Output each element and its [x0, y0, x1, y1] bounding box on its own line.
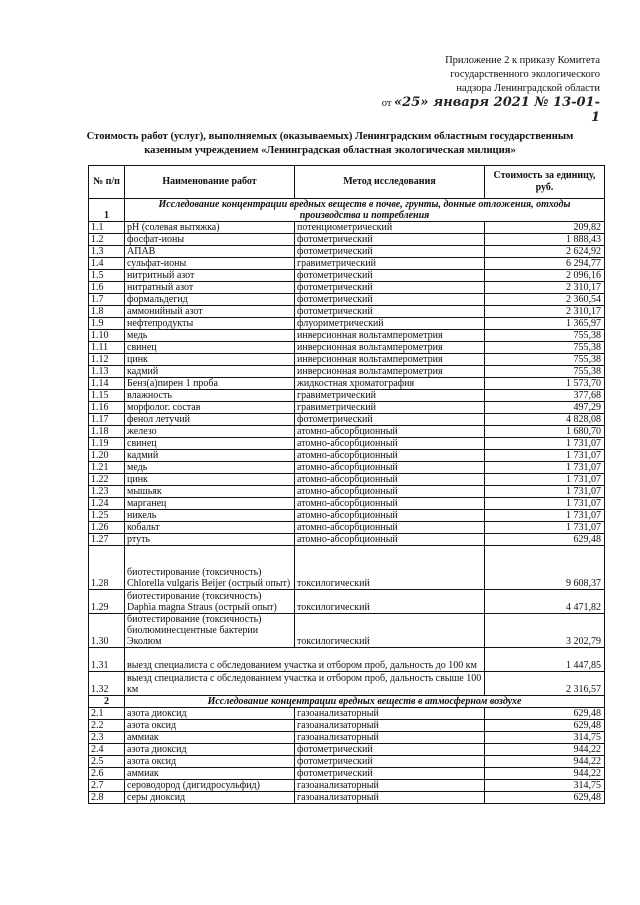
row-price: 209,82	[485, 222, 605, 234]
row-work-name: нитратный азот	[125, 282, 295, 294]
row-method: гравиметрический	[295, 390, 485, 402]
row-work-name: влажность	[125, 390, 295, 402]
title-line-1: Стоимость работ (услуг), выполняемых (оказываемых) Ленинградским областным государственным	[86, 131, 574, 142]
row-number: 2.2	[89, 720, 125, 732]
row-work-name: никель	[125, 510, 295, 522]
table-row	[89, 450, 605, 462]
row-work-name: сероводород (дигидросульфид)	[125, 780, 295, 792]
table-row	[89, 306, 605, 318]
table-row	[89, 234, 605, 246]
section-number: 1	[89, 199, 125, 222]
row-work-name: аммиак	[125, 732, 295, 744]
table-row	[89, 258, 605, 270]
row-work-name: азота диоксид	[125, 744, 295, 756]
header-line-1: Приложение 2 к приказу Комитета	[445, 55, 600, 66]
row-price: 3 202,79	[485, 614, 605, 648]
table-row	[89, 672, 605, 696]
col-header-name: Наименование работ	[125, 166, 295, 199]
row-number: 1.19	[89, 438, 125, 450]
row-method: атомно-абсорбционный	[295, 510, 485, 522]
row-work-name: мышьяк	[125, 486, 295, 498]
row-number: 2.5	[89, 756, 125, 768]
row-method: атомно-абсорбционный	[295, 522, 485, 534]
row-price: 4 471,82	[485, 590, 605, 614]
row-work-name: морфолог. состав	[125, 402, 295, 414]
row-number: 2.3	[89, 732, 125, 744]
row-number: 1.32	[89, 672, 125, 696]
row-method: газоанализаторный	[295, 708, 485, 720]
row-work-name: выезд специалиста с обследованием участка и отбором проб, дальность свыше 100 км	[125, 672, 485, 696]
row-number: 2.4	[89, 744, 125, 756]
table-row	[89, 282, 605, 294]
row-method: фотометрический	[295, 270, 485, 282]
row-method: атомно-абсорбционный	[295, 474, 485, 486]
row-method: фотометрический	[295, 234, 485, 246]
row-number: 1.8	[89, 306, 125, 318]
row-number: 1.27	[89, 534, 125, 546]
table-row	[89, 342, 605, 354]
table-row	[89, 614, 605, 648]
table-row	[89, 474, 605, 486]
row-number: 2.1	[89, 708, 125, 720]
row-number: 1.25	[89, 510, 125, 522]
header-date-line	[380, 96, 600, 126]
header-line-3: надзора Ленинградской области	[456, 83, 600, 94]
row-work-name: свинец	[125, 438, 295, 450]
row-work-name: фенол летучий	[125, 414, 295, 426]
row-price: 629,48	[485, 792, 605, 804]
row-work-name: pH (солевая вытяжка)	[125, 222, 295, 234]
row-price: 1 731,07	[485, 486, 605, 498]
row-method: фотометрический	[295, 306, 485, 318]
row-work-name: серы диоксид	[125, 792, 295, 804]
row-number: 1.14	[89, 378, 125, 390]
row-price: 2 624,92	[485, 246, 605, 258]
row-price: 1 680,70	[485, 426, 605, 438]
row-method: фотометрический	[295, 246, 485, 258]
row-work-name: аммонийный азот	[125, 306, 295, 318]
row-price: 1 731,07	[485, 450, 605, 462]
row-price: 2 310,17	[485, 306, 605, 318]
row-number: 1.5	[89, 270, 125, 282]
table-row	[89, 414, 605, 426]
table-row	[89, 756, 605, 768]
table-row	[89, 780, 605, 792]
row-number: 1.13	[89, 366, 125, 378]
row-price: 1 888,43	[485, 234, 605, 246]
row-method: фотометрический	[295, 294, 485, 306]
section-title: Исследование концентрации вредных веществ в атмосферном воздухе	[125, 696, 605, 708]
row-work-name: аммиак	[125, 768, 295, 780]
table-row	[89, 708, 605, 720]
row-work-name: ртуть	[125, 534, 295, 546]
row-method: атомно-абсорбционный	[295, 534, 485, 546]
table-row	[89, 510, 605, 522]
row-number: 1.2	[89, 234, 125, 246]
row-price: 944,22	[485, 744, 605, 756]
row-method: фотометрический	[295, 414, 485, 426]
row-method: токсилогический	[295, 614, 485, 648]
header-date-prefix: от	[381, 98, 392, 109]
row-work-name: биотестирование (токсичность) Daphia magna Straus (острый опыт)	[125, 590, 295, 614]
row-number: 2.7	[89, 780, 125, 792]
row-number: 1.26	[89, 522, 125, 534]
col-header-num: № п/п	[89, 166, 125, 199]
row-work-name: сульфат-ионы	[125, 258, 295, 270]
row-price: 377,68	[485, 390, 605, 402]
table-row	[89, 768, 605, 780]
row-method: атомно-абсорбционный	[295, 426, 485, 438]
header-date-handwritten: «25» января 2021 № 13-01-1	[394, 95, 600, 125]
row-number: 1.23	[89, 486, 125, 498]
table-row	[89, 294, 605, 306]
row-price: 944,22	[485, 768, 605, 780]
row-price: 1 731,07	[485, 462, 605, 474]
row-price: 4 828,08	[485, 414, 605, 426]
row-method: газоанализаторный	[295, 792, 485, 804]
table-row	[89, 522, 605, 534]
row-number: 1.7	[89, 294, 125, 306]
row-price: 1 731,07	[485, 522, 605, 534]
table-row	[89, 366, 605, 378]
table-row	[89, 648, 605, 672]
table-row	[89, 426, 605, 438]
row-number: 1.3	[89, 246, 125, 258]
row-number: 1.24	[89, 498, 125, 510]
row-method: газоанализаторный	[295, 732, 485, 744]
row-method: фотометрический	[295, 756, 485, 768]
row-work-name: биотестирование (токсичность) Chlorella vulgaris Beijer (острый опыт)	[125, 546, 295, 590]
row-work-name: нефтепродукты	[125, 318, 295, 330]
row-price: 314,75	[485, 780, 605, 792]
row-work-name: биотестирование (токсичность) биолюминесцентные бактерии Эколюм	[125, 614, 295, 648]
row-price: 1 731,07	[485, 438, 605, 450]
row-price: 2 316,57	[485, 672, 605, 696]
row-number: 1.11	[89, 342, 125, 354]
row-price: 1 447,85	[485, 648, 605, 672]
table-row	[89, 546, 605, 590]
row-number: 1.29	[89, 590, 125, 614]
row-number: 1.17	[89, 414, 125, 426]
document-title	[60, 130, 600, 158]
table-row	[89, 498, 605, 510]
col-header-method: Метод исследования	[295, 166, 485, 199]
row-work-name: медь	[125, 330, 295, 342]
table-row	[89, 438, 605, 450]
row-method: атомно-абсорбционный	[295, 498, 485, 510]
row-work-name: цинк	[125, 474, 295, 486]
row-price: 2 310,17	[485, 282, 605, 294]
row-work-name: азота диоксид	[125, 708, 295, 720]
row-price: 629,48	[485, 720, 605, 732]
table-row	[89, 462, 605, 474]
row-work-name: выезд специалиста с обследованием участка и отбором проб, дальность до 100 км	[125, 648, 485, 672]
row-number: 1.4	[89, 258, 125, 270]
row-price: 1 365,97	[485, 318, 605, 330]
table-row	[89, 792, 605, 804]
table-row	[89, 354, 605, 366]
row-price: 944,22	[485, 756, 605, 768]
row-price: 629,48	[485, 708, 605, 720]
document-header	[380, 54, 600, 126]
table-row	[89, 402, 605, 414]
row-number: 1.28	[89, 546, 125, 590]
price-table	[88, 165, 605, 804]
row-number: 1.20	[89, 450, 125, 462]
row-number: 1.31	[89, 648, 125, 672]
row-price: 629,48	[485, 534, 605, 546]
row-method: токсилогический	[295, 590, 485, 614]
row-work-name: цинк	[125, 354, 295, 366]
row-price: 755,38	[485, 354, 605, 366]
row-work-name: кадмий	[125, 450, 295, 462]
table-row	[89, 732, 605, 744]
section-number: 2	[89, 696, 125, 708]
table-row	[89, 330, 605, 342]
row-method: газоанализаторный	[295, 780, 485, 792]
row-work-name: железо	[125, 426, 295, 438]
row-price: 497,29	[485, 402, 605, 414]
row-price: 2 096,16	[485, 270, 605, 282]
row-price: 2 360,54	[485, 294, 605, 306]
table-row	[89, 318, 605, 330]
row-number: 1.21	[89, 462, 125, 474]
row-price: 9 608,37	[485, 546, 605, 590]
row-number: 1.9	[89, 318, 125, 330]
row-work-name: формальдегид	[125, 294, 295, 306]
row-number: 1.30	[89, 614, 125, 648]
row-number: 1.6	[89, 282, 125, 294]
row-work-name: Бенз(а)пирен 1 проба	[125, 378, 295, 390]
row-method: атомно-абсорбционный	[295, 486, 485, 498]
table-row	[89, 222, 605, 234]
row-price: 755,38	[485, 366, 605, 378]
row-method: гравиметрический	[295, 258, 485, 270]
row-method: инверсионная вольтамперометрия	[295, 366, 485, 378]
row-method: атомно-абсорбционный	[295, 438, 485, 450]
table-body	[89, 199, 605, 804]
row-price: 1 731,07	[485, 510, 605, 522]
row-number: 1.12	[89, 354, 125, 366]
row-price: 1 731,07	[485, 498, 605, 510]
row-number: 2.8	[89, 792, 125, 804]
row-method: потенциометрический	[295, 222, 485, 234]
table-row	[89, 486, 605, 498]
row-method: жидкостная хроматография	[295, 378, 485, 390]
header-line-2: государственного экологического	[450, 69, 600, 80]
section-row	[89, 199, 605, 222]
row-method: атомно-абсорбционный	[295, 462, 485, 474]
row-work-name: азота оксид	[125, 756, 295, 768]
row-price: 755,38	[485, 342, 605, 354]
row-method: токсилогический	[295, 546, 485, 590]
row-work-name: АПАВ	[125, 246, 295, 258]
row-price: 1 573,70	[485, 378, 605, 390]
row-price: 314,75	[485, 732, 605, 744]
table-row	[89, 270, 605, 282]
row-method: инверсионная вольтамперометрия	[295, 330, 485, 342]
row-price: 6 294,77	[485, 258, 605, 270]
section-title: Исследование концентрации вредных веществ в почве, грунты, донные отложения, отходы производства и потребления	[125, 199, 605, 222]
table-row	[89, 534, 605, 546]
table-row	[89, 744, 605, 756]
row-work-name: марганец	[125, 498, 295, 510]
table-row	[89, 720, 605, 732]
row-price: 1 731,07	[485, 474, 605, 486]
row-work-name: азота оксид	[125, 720, 295, 732]
row-work-name: кобальт	[125, 522, 295, 534]
row-work-name: свинец	[125, 342, 295, 354]
row-number: 2.6	[89, 768, 125, 780]
row-method: атомно-абсорбционный	[295, 450, 485, 462]
row-method: инверсионная вольтамперометрия	[295, 354, 485, 366]
row-work-name: кадмий	[125, 366, 295, 378]
row-work-name: нитритный азот	[125, 270, 295, 282]
row-work-name: фосфат-ионы	[125, 234, 295, 246]
row-method: флуориметрический	[295, 318, 485, 330]
row-number: 1.1	[89, 222, 125, 234]
row-number: 1.10	[89, 330, 125, 342]
row-number: 1.18	[89, 426, 125, 438]
title-line-2: казенным учреждением «Ленинградская областная экологическая милиция»	[144, 145, 516, 156]
row-number: 1.16	[89, 402, 125, 414]
row-method: фотометрический	[295, 768, 485, 780]
table-row	[89, 378, 605, 390]
row-work-name: медь	[125, 462, 295, 474]
table-row	[89, 590, 605, 614]
row-method: фотометрический	[295, 282, 485, 294]
row-number: 1.15	[89, 390, 125, 402]
table-row	[89, 390, 605, 402]
row-number: 1.22	[89, 474, 125, 486]
row-price: 755,38	[485, 330, 605, 342]
section-row	[89, 696, 605, 708]
col-header-price: Стоимость за единицу, руб.	[485, 166, 605, 199]
row-method: инверсионная вольтамперометрия	[295, 342, 485, 354]
table-row	[89, 246, 605, 258]
row-method: газоанализаторный	[295, 720, 485, 732]
row-method: гравиметрический	[295, 402, 485, 414]
table-header-row	[89, 166, 605, 199]
row-method: фотометрический	[295, 744, 485, 756]
